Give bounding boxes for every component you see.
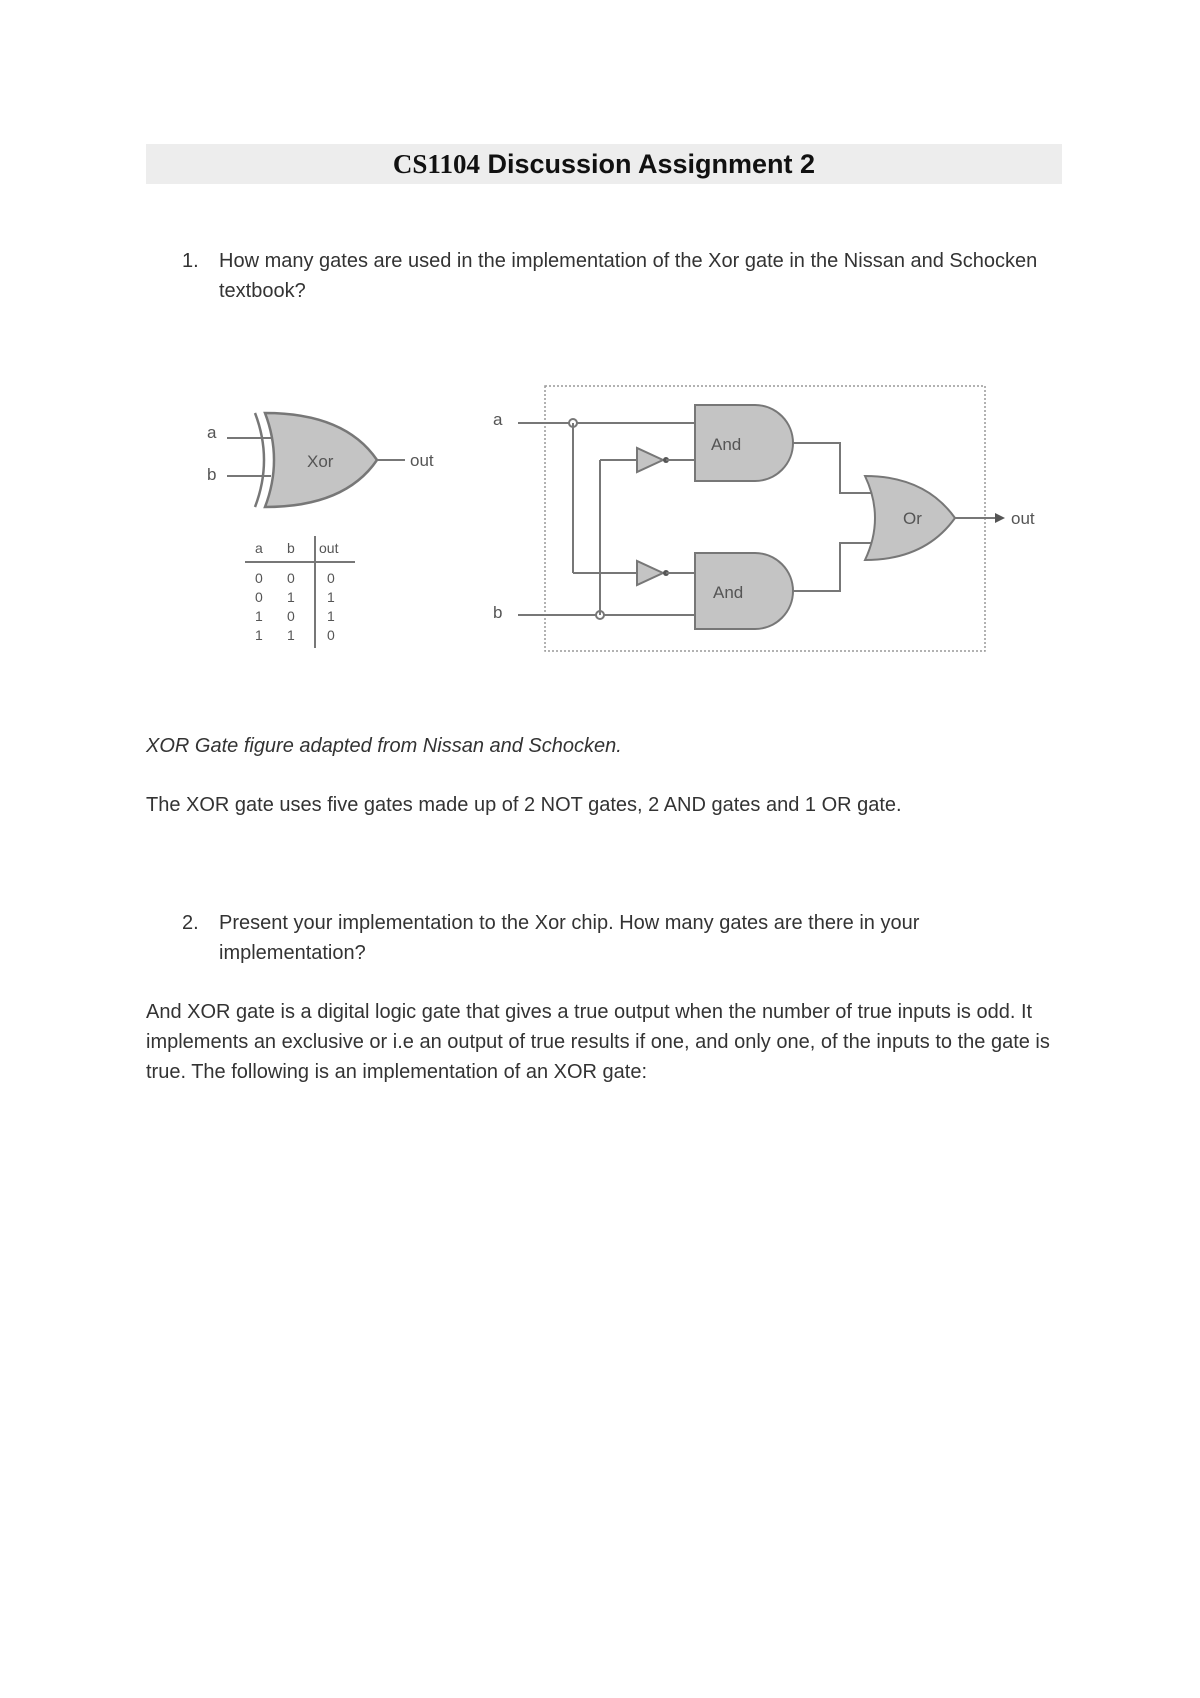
- not-gate-top: [637, 448, 663, 472]
- truth-table-cell: 1: [287, 627, 295, 643]
- xor-input-a-label: a: [207, 423, 217, 442]
- truth-table-cell: 0: [255, 589, 263, 605]
- answer-2: And XOR gate is a digital logic gate that gives a true output when the number of true inputs is odd. It implements an exclusive or i.e an output of true results if one, and only one, of the inputs to the gate is true. The following is an implementation of an XOR gate:: [146, 1001, 1050, 1083]
- truth-table-header-b: b: [287, 540, 295, 556]
- and-gate-bottom-label: And: [713, 583, 744, 602]
- xor-output-label: out: [410, 451, 434, 470]
- xor-figure-svg: [205, 378, 1045, 663]
- circuit-output-label: out: [1011, 509, 1035, 528]
- question-2-text: Present your implementation to the Xor chip. How many gates are there in your implementation?: [219, 912, 920, 964]
- truth-table-cell: 0: [327, 627, 335, 643]
- title-text: Discussion Assignment 2: [487, 149, 816, 179]
- circuit-input-a-label: a: [493, 410, 503, 429]
- xor-gate-label: Xor: [307, 452, 334, 471]
- and-gate-top-label: And: [711, 435, 742, 454]
- truth-table-cell: 1: [255, 627, 263, 643]
- wire-and-top-to-or: [793, 443, 873, 493]
- question-1-number: 1.: [182, 250, 199, 272]
- question-2-number: 2.: [182, 912, 199, 934]
- truth-table-cell: 1: [287, 589, 295, 605]
- truth-table-header-out: out: [319, 540, 339, 556]
- page-title: [146, 144, 1062, 184]
- circuit-input-b-label: b: [493, 603, 503, 622]
- xor-figure: [205, 378, 1045, 663]
- truth-table-cell: 0: [287, 570, 295, 586]
- output-arrow-icon: [995, 513, 1005, 523]
- truth-table-cell: 0: [327, 570, 335, 586]
- or-gate-label: Or: [903, 509, 922, 528]
- question-1-text: How many gates are used in the implementation of the Xor gate in the Nissan and Schocken textbook?: [219, 250, 1038, 302]
- question-2: [182, 908, 1062, 968]
- truth-table-cell: 0: [287, 608, 295, 624]
- xor-circuit: [493, 386, 1035, 651]
- xor-input-b-label: b: [207, 465, 217, 484]
- title-course-code: CS1104: [392, 149, 480, 179]
- truth-table-cell: 1: [327, 608, 335, 624]
- truth-table-cell: 0: [255, 570, 263, 586]
- not-gate-bottom: [637, 561, 663, 585]
- and-gate-bottom: [695, 553, 793, 629]
- answer-1: The XOR gate uses five gates made up of 2 NOT gates, 2 AND gates and 1 OR gate.: [146, 794, 902, 816]
- truth-table-cell: 1: [327, 589, 335, 605]
- truth-table-header-a: a: [255, 540, 263, 556]
- xor-back-curve: [255, 413, 264, 507]
- question-1: [182, 246, 1062, 306]
- truth-table-cell: 1: [255, 608, 263, 624]
- xor-gate-symbol: [207, 413, 434, 507]
- figure-caption: XOR Gate figure adapted from Nissan and Schocken.: [146, 735, 622, 757]
- and-gate-top: [695, 405, 793, 481]
- wire-and-bottom-to-or: [793, 543, 873, 591]
- truth-table: [245, 536, 355, 648]
